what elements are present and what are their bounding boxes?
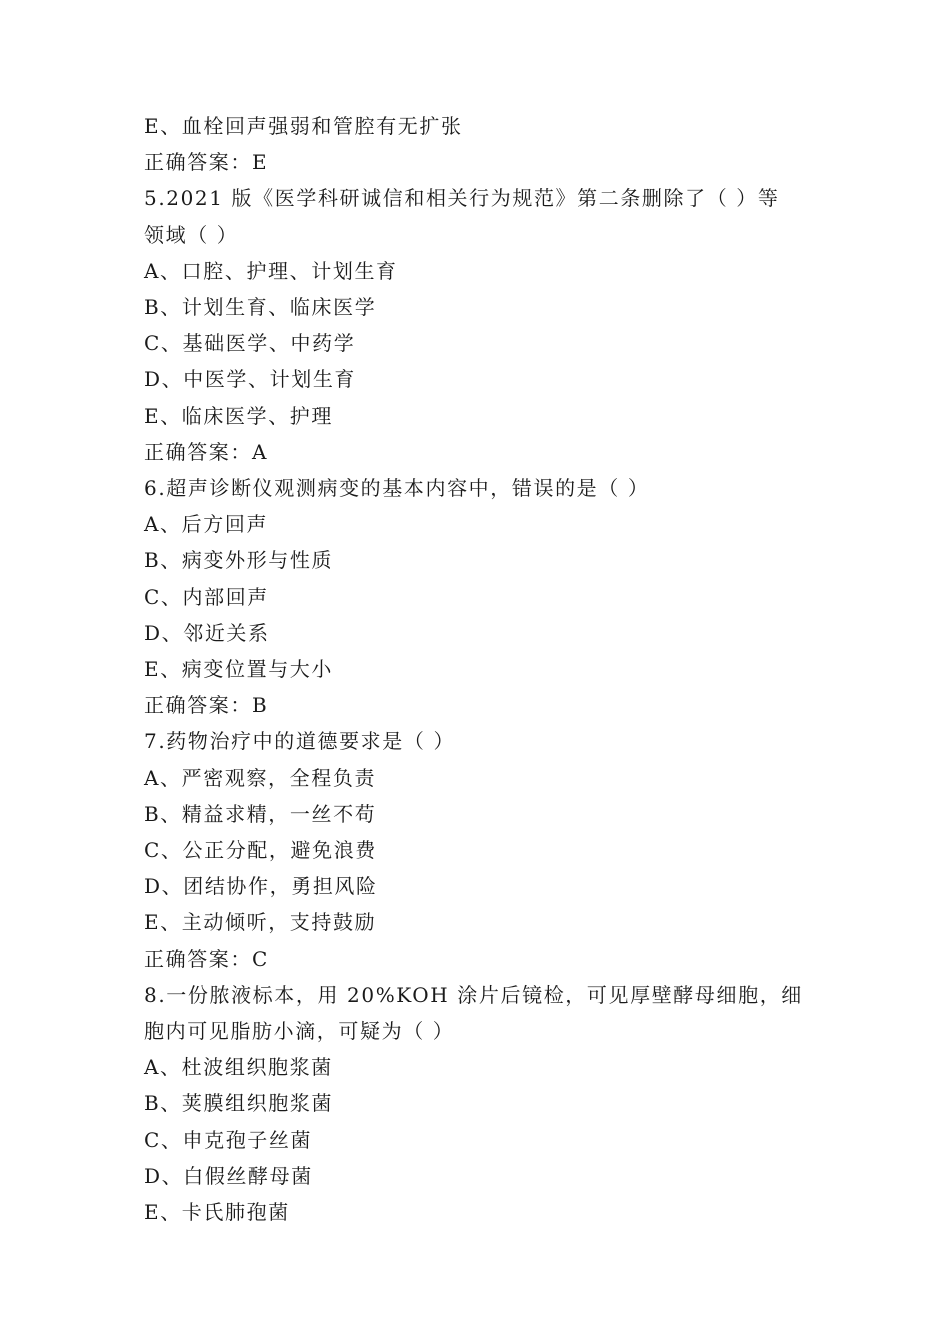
option-line: D、邻近关系 [144, 620, 270, 645]
option-line: E、血栓回声强弱和管腔有无扩张 [144, 114, 463, 138]
question-line: 胞内可见脂肪小滴，可疑为（ ） [144, 1019, 455, 1044]
answer-line: 正确答案：E [144, 150, 269, 175]
answer-line: 正确答案：A [144, 439, 269, 464]
option-line: C、申克孢子丝菌 [144, 1127, 313, 1152]
option-line: B、病变外形与性质 [144, 548, 334, 573]
answer-line: 正确答案：B [144, 693, 269, 718]
document-body [144, 108, 810, 1230]
option-line: A、后方回声 [144, 512, 269, 537]
option-line: E、卡氏肺孢菌 [144, 1200, 290, 1225]
option-line: D、白假丝酵母菌 [144, 1163, 313, 1188]
question-line: 5.2021 版《医学科研诚信和相关行为规范》第二条删除了（ ）等 [144, 186, 780, 211]
option-line: A、杜波组织胞浆菌 [144, 1055, 333, 1080]
option-line: C、基础医学、中药学 [144, 331, 356, 356]
question-line: 6.超声诊断仪观测病变的基本内容中，错误的是（ ） [144, 476, 650, 501]
option-line: A、口腔、护理、计划生育 [144, 258, 398, 283]
option-line: E、主动倾听，支持鼓励 [144, 910, 377, 935]
option-line: D、团结协作，勇担风险 [144, 874, 378, 899]
option-line: B、精益求精，一丝不苟 [144, 801, 377, 826]
question-line: 7.药物治疗中的道德要求是（ ） [144, 729, 456, 754]
option-line: B、计划生育、临床医学 [144, 295, 377, 320]
option-line: E、病变位置与大小 [144, 657, 333, 682]
option-line: E、临床医学、护理 [144, 403, 333, 428]
answer-line: 正确答案：C [144, 946, 269, 971]
option-line: D、中医学、计划生育 [144, 367, 357, 392]
option-line: A、严密观察，全程负责 [144, 765, 377, 790]
option-line: B、荚膜组织胞浆菌 [144, 1091, 334, 1116]
question-line: 8.一份脓液标本，用 20%KOH 涂片后镜检，可见厚壁酵母细胞，细 [144, 982, 803, 1007]
question-line: 领域（ ） [144, 222, 239, 247]
option-line: C、内部回声 [144, 584, 269, 609]
option-line: C、公正分配，避免浪费 [144, 838, 377, 863]
